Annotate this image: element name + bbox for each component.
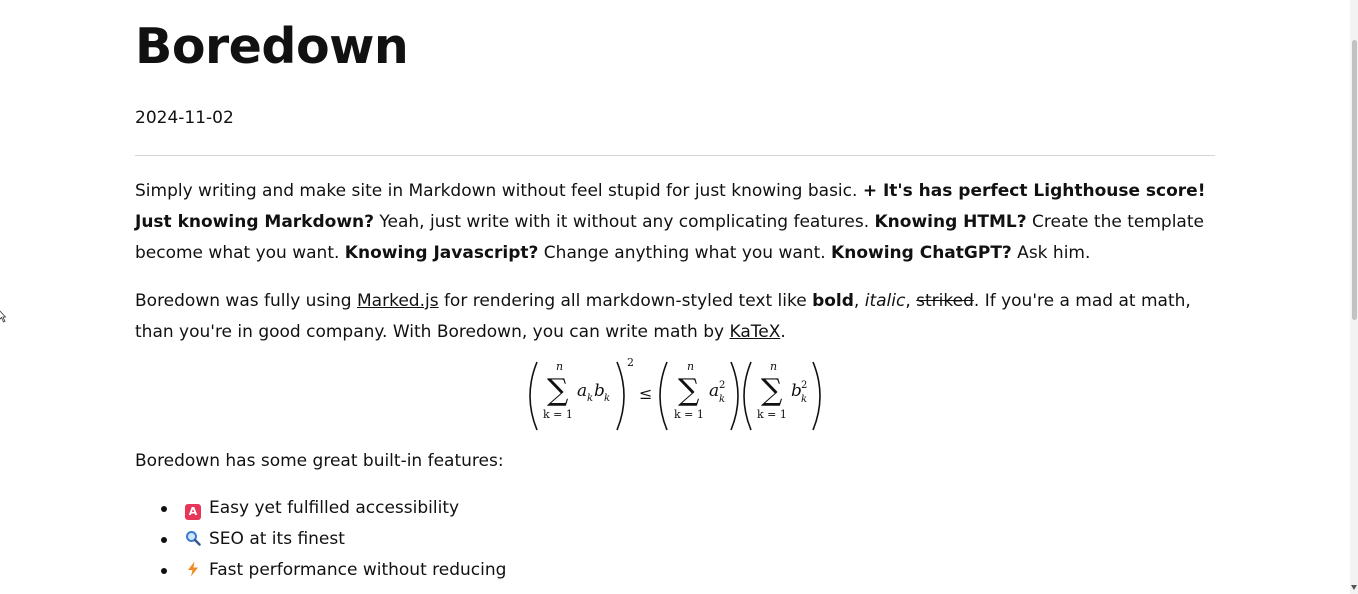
rendering-text: for rendering all markdown-styled text like xyxy=(438,291,813,311)
article xyxy=(135,0,1215,586)
bold-example: bold xyxy=(812,291,854,311)
term-a: a xyxy=(577,381,588,401)
mouse-cursor-icon xyxy=(0,308,6,327)
katex-link[interactable]: KaTeX xyxy=(729,322,781,342)
intro-text-markdown: Yeah, just write with it without any complicating features. xyxy=(374,212,875,232)
subscript-k: k xyxy=(587,393,594,404)
rendering-text: . If you're a mad at math, than you're in good company. With Boredown, you can write math by xyxy=(135,291,1191,342)
term-a: a xyxy=(709,381,720,401)
page-title: Boredown xyxy=(135,18,409,75)
lightning-icon xyxy=(185,557,201,573)
feature-label: Fast performance without reducing xyxy=(209,560,507,580)
subscript-k: k xyxy=(801,394,808,405)
intro-text-html: Create the template become what you want. xyxy=(135,212,1204,263)
sum-lower-limit: k = 1 xyxy=(757,408,787,421)
divider xyxy=(135,155,1215,156)
list-item xyxy=(185,555,1215,586)
feature-label: SEO at its finest xyxy=(209,529,345,549)
separator: . xyxy=(780,322,786,342)
scroll-down-arrow-icon[interactable] xyxy=(1351,585,1357,590)
intro-bold-chatgpt: Knowing ChatGPT? xyxy=(831,243,1012,263)
subscript-k: k xyxy=(719,394,726,405)
term-b: b xyxy=(791,381,802,401)
intro-text-chatgpt: Ask him. xyxy=(1011,243,1091,263)
features-list xyxy=(135,493,1215,586)
cauchy-schwarz-formula xyxy=(525,354,825,438)
sum-lower-limit: k = 1 xyxy=(543,408,573,421)
post-date: 2024-11-02 xyxy=(135,108,234,128)
sigma-symbol: ∑ xyxy=(678,373,700,408)
accessibility-a-icon: A xyxy=(185,504,201,520)
sum-upper-limit: n xyxy=(770,360,778,373)
intro-paragraph xyxy=(135,176,1215,269)
separator: , xyxy=(905,291,917,311)
math-formula xyxy=(135,354,1215,438)
subscript-k: k xyxy=(604,393,611,404)
exponent: 2 xyxy=(627,356,634,369)
features-heading: Boredown has some great built-in features: xyxy=(135,451,504,471)
marked-js-link[interactable]: Marked.js xyxy=(357,291,439,311)
intro-text: Simply writing and make site in Markdown without feel stupid for just knowing basic. xyxy=(135,181,863,201)
sum-upper-limit: n xyxy=(687,360,695,373)
scrollbar-thumb[interactable] xyxy=(1352,40,1357,320)
magnifier-icon xyxy=(185,526,201,542)
exponent: 2 xyxy=(719,380,726,391)
sigma-symbol: ∑ xyxy=(761,373,783,408)
strike-example: striked xyxy=(916,291,974,311)
rendering-text: Boredown was fully using xyxy=(135,291,357,311)
italic-example: italic xyxy=(864,291,906,311)
leq-symbol: ≤ xyxy=(639,384,653,403)
intro-bold-markdown: Just knowing Markdown? xyxy=(135,212,374,232)
sum-lower-limit: k = 1 xyxy=(674,408,704,421)
term-b: b xyxy=(594,381,605,401)
exponent: 2 xyxy=(801,380,808,391)
intro-bold-lighthouse: + It's has perfect Lighthouse score! xyxy=(862,181,1206,201)
rendering-paragraph xyxy=(135,286,1215,348)
sigma-symbol: ∑ xyxy=(547,373,569,408)
feature-label: Easy yet fulfilled accessibility xyxy=(209,498,460,518)
list-item xyxy=(185,524,1215,555)
intro-bold-javascript: Knowing Javascript? xyxy=(344,243,539,263)
separator: , xyxy=(853,291,865,311)
sum-upper-limit: n xyxy=(556,360,564,373)
intro-bold-html: Knowing HTML? xyxy=(874,212,1027,232)
vertical-scrollbar[interactable] xyxy=(1350,0,1358,594)
list-item xyxy=(185,493,1215,524)
intro-text-javascript: Change anything what you want. xyxy=(538,243,832,263)
